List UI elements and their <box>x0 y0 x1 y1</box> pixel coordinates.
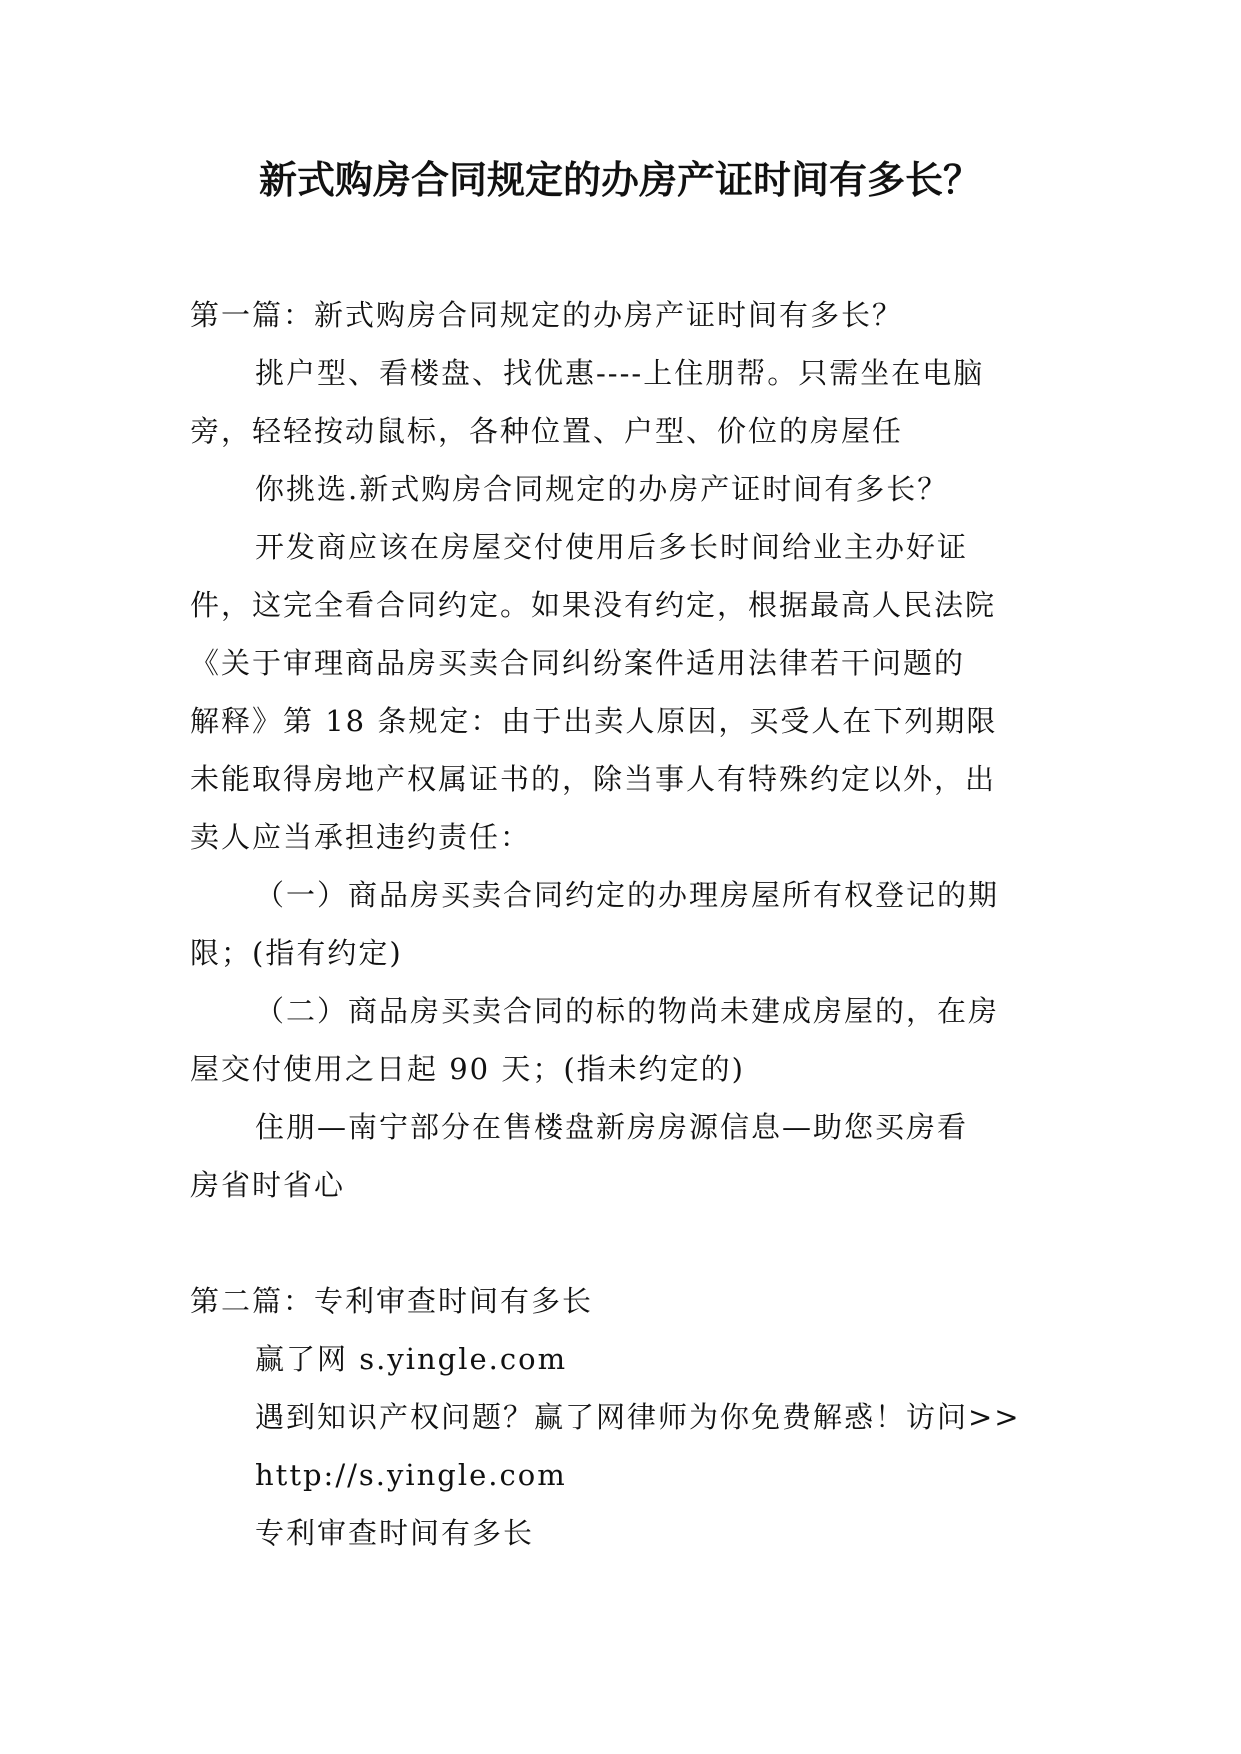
paragraph-line: 未能取得房地产权属证书的，除当事人有特殊约定以外，出 <box>190 762 997 796</box>
paragraph-line: 房省时省心 <box>190 1168 346 1202</box>
paragraph-line: 旁，轻轻按动鼠标，各种位置、户型、价位的房屋任 <box>190 414 904 448</box>
paragraph-line: 赢了网 s.yingle.com <box>255 1342 568 1376</box>
paragraph-line: 住朋—南宁部分在售楼盘新房房源信息—助您买房看 <box>255 1110 969 1144</box>
section-2-heading: 第二篇：专利审查时间有多长 <box>190 1284 594 1318</box>
paragraph-line: 《关于审理商品房买卖合同纠纷案件适用法律若干问题的 <box>190 646 966 680</box>
paragraph-line: 遇到知识产权问题？赢了网律师为你免费解惑！访问>> <box>255 1400 1021 1434</box>
paragraph-line: 开发商应该在房屋交付使用后多长时间给业主办好证 <box>255 530 969 564</box>
paragraph-line: （二）商品房买卖合同的标的物尚未建成房屋的，在房 <box>255 994 1000 1028</box>
paragraph-line: 限；(指有约定) <box>190 936 403 970</box>
paragraph-line: 解释》第 18 条规定：由于出卖人原因，买受人在下列期限 <box>190 704 998 738</box>
paragraph-line: 件，这完全看合同约定。如果没有约定，根据最高人民法院 <box>190 588 997 622</box>
url-line: http://s.yingle.com <box>255 1458 567 1492</box>
paragraph-line: （一）商品房买卖合同约定的办理房屋所有权登记的期 <box>255 878 1000 912</box>
document-body <box>190 286 1050 1562</box>
paragraph-line: 卖人应当承担违约责任： <box>190 820 532 854</box>
document-title: 新式购房合同规定的办房产证时间有多长？ <box>258 158 981 202</box>
paragraph-line: 专利审查时间有多长 <box>255 1516 535 1550</box>
paragraph-line: 你挑选.新式购房合同规定的办房产证时间有多长？ <box>255 472 949 506</box>
section-gap <box>190 1214 1050 1272</box>
section-1-heading: 第一篇：新式购房合同规定的办房产证时间有多长？ <box>190 298 904 332</box>
paragraph-line: 屋交付使用之日起 90 天；(指未约定的) <box>190 1052 745 1086</box>
paragraph-line: 挑户型、看楼盘、找优惠----上住朋帮。只需坐在电脑 <box>255 356 985 390</box>
